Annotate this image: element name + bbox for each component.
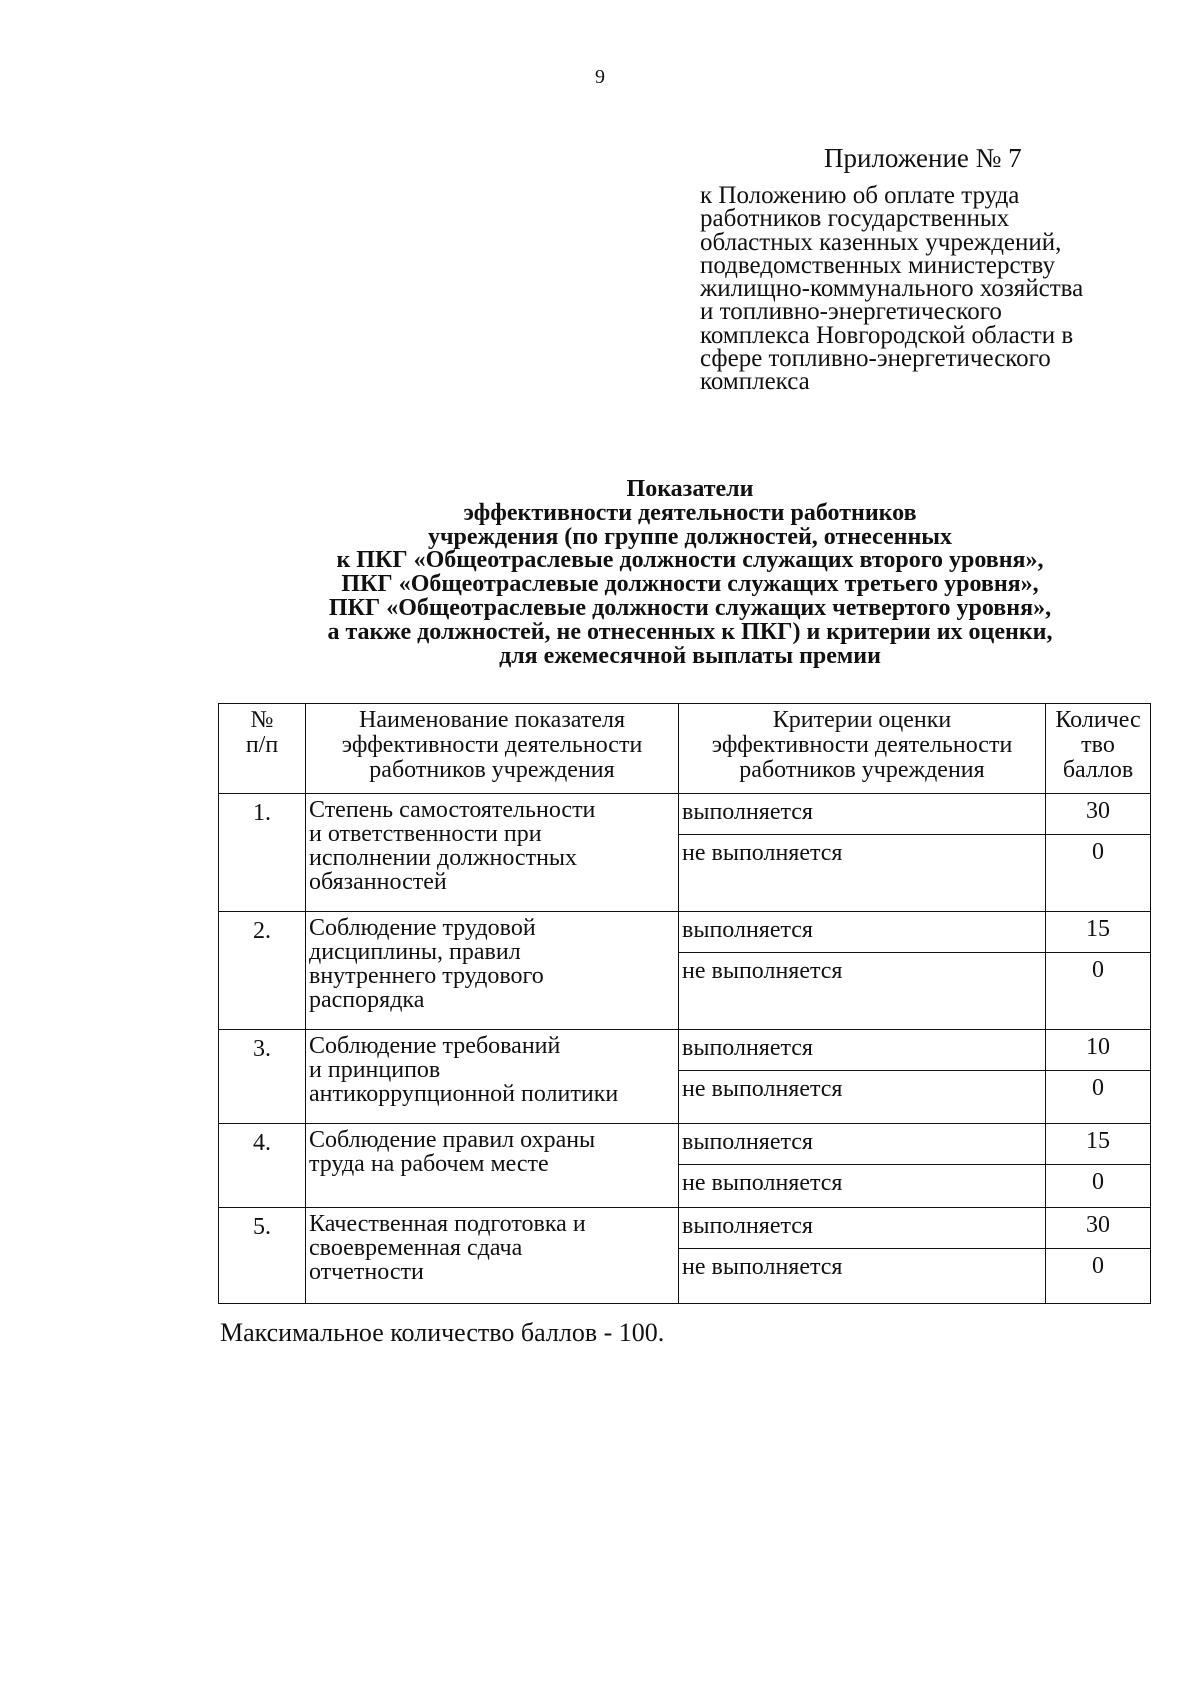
criterion: не выполняется <box>679 1165 1046 1208</box>
appendix-reference-line: комплекса Новгородской области в <box>700 321 1074 349</box>
page-number: 9 <box>595 66 605 88</box>
title-line: Показатели <box>626 476 754 502</box>
title-line: к ПКГ «Общеотраслевые должности служащих второго уровня», <box>336 547 1044 574</box>
header-points: Количес тво баллов <box>1046 704 1151 794</box>
appendix-reference-line: и топливно-энергетического <box>700 298 1002 326</box>
points: 15 <box>1046 1124 1151 1165</box>
indicators-table <box>218 703 1151 1304</box>
title-line: для ежемесячной выплаты премии <box>499 642 881 669</box>
indicator-name: Качественная подготовка и своевременная сдача отчетности <box>306 1208 679 1304</box>
points: 0 <box>1046 1165 1151 1208</box>
criterion: выполняется <box>679 1208 1046 1249</box>
indicator-name: Соблюдение трудовой дисциплины, правил внутреннего трудового распорядка <box>306 912 679 1030</box>
indicator-name: Соблюдение требований и принципов антикоррупционной политики <box>306 1030 679 1124</box>
criterion: не выполняется <box>679 1249 1046 1304</box>
document-title <box>0 478 1200 668</box>
table-row <box>219 1030 1151 1071</box>
appendix-reference-line: подведомственных министерству <box>700 251 1055 279</box>
points: 30 <box>1046 1208 1151 1249</box>
appendix-reference-line: сфере топливно-энергетического <box>700 345 1051 373</box>
title-line: а также должностей, не отнесенных к ПКГ) и критерии их оценки, <box>327 618 1053 645</box>
criterion: выполняется <box>679 912 1046 953</box>
points: 0 <box>1046 1071 1151 1124</box>
table-header-row <box>219 704 1151 794</box>
appendix-title: Приложение № 7 <box>824 143 1022 173</box>
title-line: ПКГ «Общеотраслевые должности служащих четвертого уровня», <box>328 594 1052 621</box>
header-num: № п/п <box>219 704 306 794</box>
criterion: выполняется <box>679 794 1046 835</box>
title-line: ПКГ «Общеотраслевые должности служащих третьего уровня», <box>341 571 1039 598</box>
points: 0 <box>1046 835 1151 912</box>
title-line: эффективности деятельности работников <box>463 499 917 526</box>
criterion: не выполняется <box>679 1071 1046 1124</box>
points: 0 <box>1046 953 1151 1030</box>
points: 15 <box>1046 912 1151 953</box>
indicator-name: Степень самостоятельности и ответственности при исполнении должностных обязанностей <box>306 794 679 912</box>
table-row <box>219 1124 1151 1165</box>
table-row <box>219 794 1151 835</box>
header-criteria: Критерии оценки эффективности деятельности работников учреждения <box>679 704 1046 794</box>
table-row <box>219 1208 1151 1249</box>
criterion: не выполняется <box>679 835 1046 912</box>
row-number: 4. <box>219 1124 306 1208</box>
appendix-reference-line: работников государственных <box>700 205 1010 233</box>
table-row <box>219 912 1151 953</box>
appendix-reference-line: к Положению об оплате труда <box>700 182 1020 209</box>
criterion: выполняется <box>679 1030 1046 1071</box>
title-line: учреждения (по группе должностей, отнесенных <box>427 523 953 550</box>
points: 0 <box>1046 1249 1151 1304</box>
appendix-reference-line: областных казенных учреждений, <box>700 228 1062 256</box>
max-score-note: Максимальное количество баллов - 100. <box>220 1318 665 1347</box>
criterion: выполняется <box>679 1124 1046 1165</box>
points: 30 <box>1046 794 1151 835</box>
indicator-name: Соблюдение правил охраны труда на рабочем месте <box>306 1124 679 1208</box>
row-number: 5. <box>219 1208 306 1304</box>
appendix-reference <box>700 184 1083 394</box>
row-number: 2. <box>219 912 306 1030</box>
row-number: 3. <box>219 1030 306 1124</box>
points: 10 <box>1046 1030 1151 1071</box>
appendix-reference-line: комплекса <box>700 368 810 396</box>
row-number: 1. <box>219 794 306 912</box>
header-indicator-name: Наименование показателя эффективности деятельности работников учреждения <box>306 704 679 794</box>
criterion: не выполняется <box>679 953 1046 1030</box>
appendix-reference-line: жилищно-коммунального хозяйства <box>700 275 1084 303</box>
